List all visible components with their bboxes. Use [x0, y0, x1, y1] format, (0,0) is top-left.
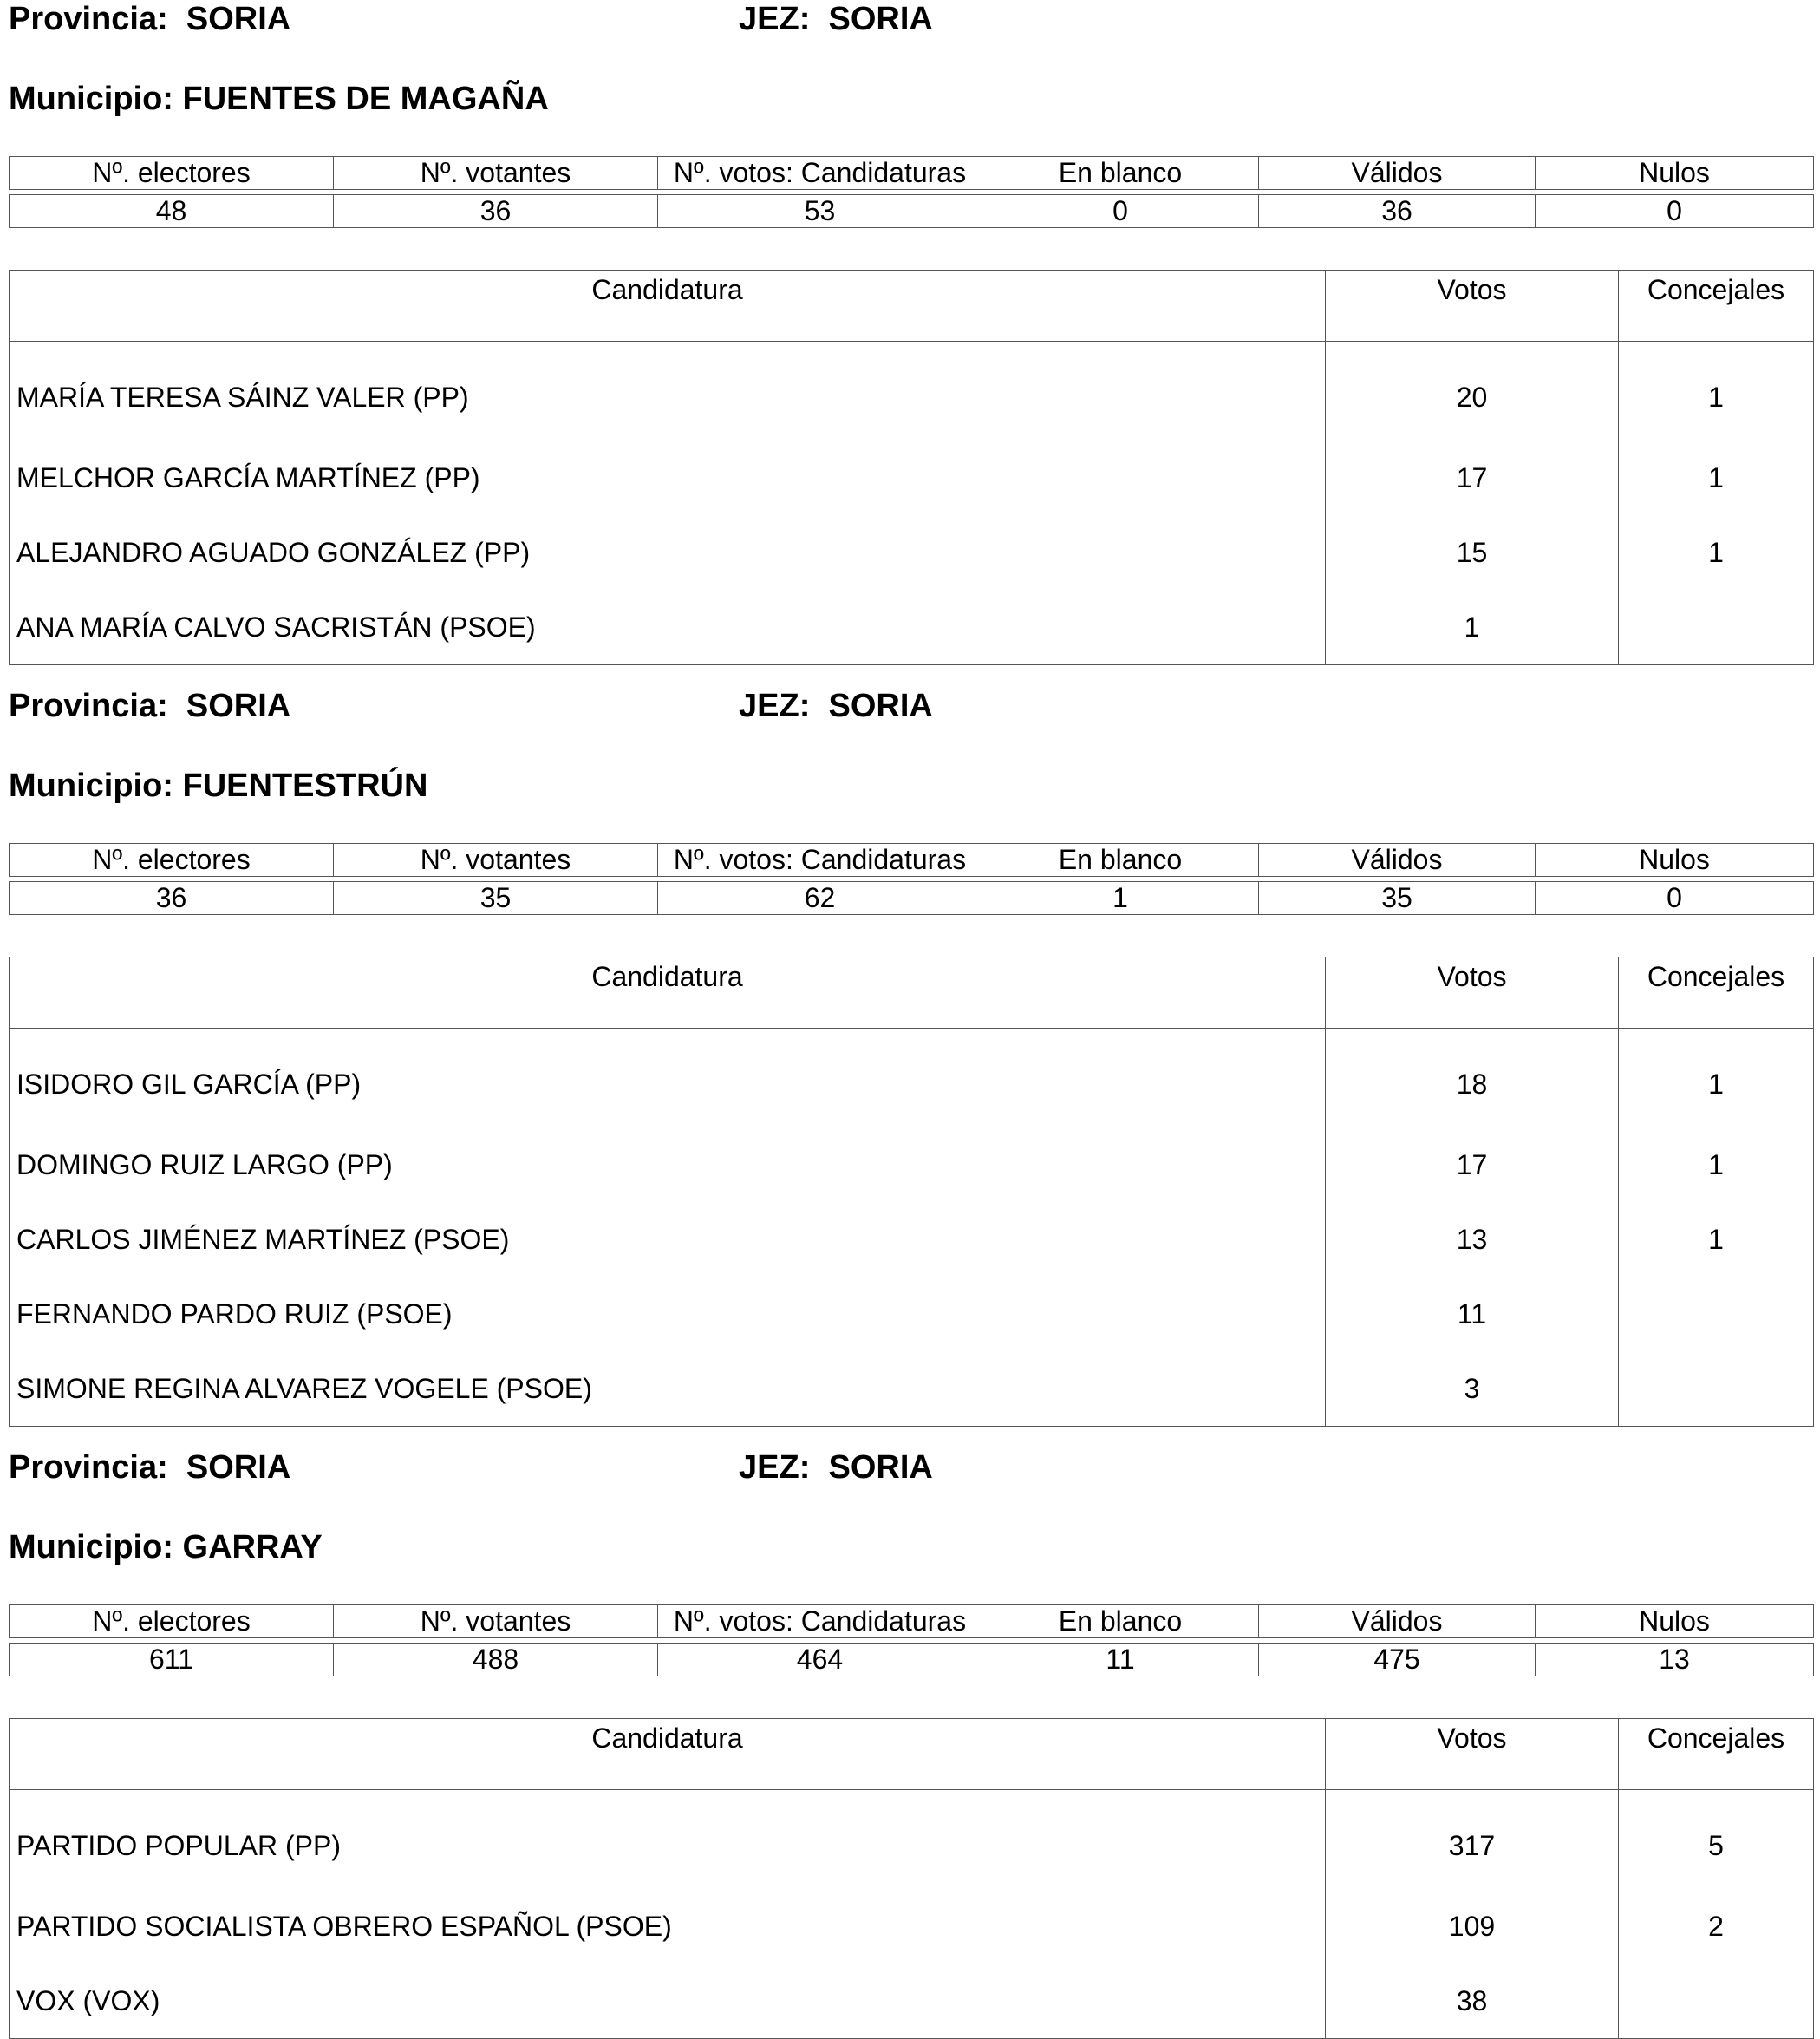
stats-table — [9, 156, 1814, 190]
province-label: Provincia: — [9, 1, 168, 37]
candidate-name: MARÍA TERESA SÁINZ VALER (PP) — [10, 342, 1326, 441]
concejales-header: Concejales — [1619, 1719, 1814, 1790]
stats-table — [9, 843, 1814, 877]
candidate-row — [10, 1351, 1814, 1427]
stats-header-row — [10, 844, 1814, 877]
candidate-row — [10, 1202, 1814, 1277]
candidate-name: PARTIDO POPULAR (PP) — [10, 1790, 1326, 1890]
candidate-name: ISIDORO GIL GARCÍA (PP) — [10, 1029, 1326, 1128]
votantes-header: Nº. votantes — [334, 844, 658, 877]
candidate-row — [10, 441, 1814, 515]
stats-header-row — [10, 1605, 1814, 1638]
votos-candidaturas-header: Nº. votos: Candidaturas — [658, 1605, 982, 1638]
candidates-table — [9, 1718, 1814, 2039]
municipality-line — [9, 80, 549, 118]
jez-value: SORIA — [828, 688, 933, 724]
en-blanco-value: 1 — [982, 882, 1259, 915]
province-label: Provincia: — [9, 688, 168, 724]
concejales-header: Concejales — [1619, 271, 1814, 342]
province-value: SORIA — [186, 688, 291, 724]
jez-value: SORIA — [828, 1, 933, 37]
votantes-value: 35 — [334, 882, 658, 915]
municipality-value: FUENTESTRÚN — [182, 768, 428, 804]
province-value: SORIA — [186, 1449, 291, 1486]
electores-value: 611 — [10, 1644, 334, 1676]
nulos-header: Nulos — [1536, 157, 1814, 190]
municipality-value: GARRAY — [182, 1529, 323, 1565]
municipality-label: Municipio: — [9, 81, 173, 117]
en-blanco-header: En blanco — [982, 157, 1259, 190]
candidate-name: VOX (VOX) — [10, 1964, 1326, 2039]
candidates-table — [9, 957, 1814, 1427]
candidate-row — [10, 1277, 1814, 1351]
votos-header: Votos — [1326, 271, 1619, 342]
candidate-name: ANA MARÍA CALVO SACRISTÁN (PSOE) — [10, 590, 1326, 665]
jez-label: JEZ: — [739, 1, 811, 37]
candidate-councillors: 1 — [1708, 1223, 1724, 1255]
candidate-councillors: 5 — [1708, 1829, 1724, 1861]
validos-value: 35 — [1259, 882, 1536, 915]
validos-header: Válidos — [1259, 157, 1536, 190]
en-blanco-header: En blanco — [982, 1605, 1259, 1638]
stats-header-row — [10, 157, 1814, 190]
candidate-councillors — [1619, 590, 1814, 665]
candidates-header-row — [10, 957, 1814, 1029]
municipality-line — [9, 767, 427, 805]
validos-value: 475 — [1259, 1644, 1536, 1676]
candidate-councillors — [1619, 1964, 1814, 2039]
candidate-name: PARTIDO SOCIALISTA OBRERO ESPAÑOL (PSOE) — [10, 1889, 1326, 1964]
nulos-value: 13 — [1536, 1644, 1814, 1676]
candidate-votes: 15 — [1326, 515, 1619, 590]
nulos-header: Nulos — [1536, 844, 1814, 877]
candidate-name: FERNANDO PARDO RUIZ (PSOE) — [10, 1277, 1326, 1351]
validos-value: 36 — [1259, 195, 1536, 228]
candidate-councillors: 1 — [1708, 381, 1724, 413]
candidate-name: MELCHOR GARCÍA MARTÍNEZ (PP) — [10, 441, 1326, 515]
votos-candidaturas-value: 464 — [658, 1644, 982, 1676]
candidates-header-row — [10, 271, 1814, 342]
nulos-header: Nulos — [1536, 1605, 1814, 1638]
candidate-row — [10, 515, 1814, 590]
nulos-value: 0 — [1536, 882, 1814, 915]
candidate-votes: 13 — [1326, 1202, 1619, 1277]
candidate-row — [10, 342, 1814, 441]
candidate-councillors — [1619, 1351, 1814, 1427]
municipality-label: Municipio: — [9, 768, 173, 804]
jez-label: JEZ: — [739, 688, 811, 724]
candidate-votes: 18 — [1326, 1029, 1619, 1128]
candidate-votes: 38 — [1326, 1964, 1619, 2039]
en-blanco-value: 11 — [982, 1644, 1259, 1676]
municipality-line — [9, 1528, 323, 1566]
votos-candidaturas-header: Nº. votos: Candidaturas — [658, 157, 982, 190]
candidate-councillors: 1 — [1708, 461, 1724, 493]
province-label: Provincia: — [9, 1449, 168, 1486]
nulos-value: 0 — [1536, 195, 1814, 228]
candidate-name: SIMONE REGINA ALVAREZ VOGELE (PSOE) — [10, 1351, 1326, 1427]
candidate-councillors — [1619, 1277, 1814, 1351]
candidate-votes: 17 — [1326, 441, 1619, 515]
candidate-name: DOMINGO RUIZ LARGO (PP) — [10, 1127, 1326, 1202]
jez-block — [739, 687, 933, 725]
municipality-value: FUENTES DE MAGAÑA — [182, 81, 549, 117]
jez-label: JEZ: — [739, 1449, 811, 1486]
en-blanco-value: 0 — [982, 195, 1259, 228]
votos-header: Votos — [1326, 1719, 1619, 1790]
candidatura-header: Candidatura — [10, 271, 1326, 342]
candidate-row — [10, 1964, 1814, 2039]
candidate-name: ALEJANDRO AGUADO GONZÁLEZ (PP) — [10, 515, 1326, 590]
candidate-councillors: 1 — [1708, 1148, 1724, 1180]
votos-candidaturas-value: 53 — [658, 195, 982, 228]
stats-values-table — [9, 881, 1814, 915]
candidatura-header: Candidatura — [10, 957, 1326, 1029]
stats-table — [9, 1604, 1814, 1638]
jez-block — [739, 0, 933, 38]
province-line — [9, 0, 933, 38]
votos-candidaturas-header: Nº. votos: Candidaturas — [658, 844, 982, 877]
validos-header: Válidos — [1259, 1605, 1536, 1638]
candidate-councillors: 2 — [1708, 1910, 1724, 1942]
electores-value: 48 — [10, 195, 334, 228]
electores-value: 36 — [10, 882, 334, 915]
stats-value-row — [10, 882, 1814, 915]
candidates-table — [9, 270, 1814, 665]
candidate-votes: 1 — [1326, 590, 1619, 665]
candidate-votes: 317 — [1326, 1790, 1619, 1890]
stats-values-table — [9, 1643, 1814, 1676]
candidatura-header: Candidatura — [10, 1719, 1326, 1790]
votos-candidaturas-value: 62 — [658, 882, 982, 915]
votantes-value: 488 — [334, 1644, 658, 1676]
candidate-row — [10, 1889, 1814, 1964]
candidate-votes: 3 — [1326, 1351, 1619, 1427]
candidate-councillors: 1 — [1708, 536, 1724, 568]
votantes-value: 36 — [334, 195, 658, 228]
candidate-votes: 17 — [1326, 1127, 1619, 1202]
en-blanco-header: En blanco — [982, 844, 1259, 877]
candidate-votes: 109 — [1326, 1889, 1619, 1964]
candidate-name: CARLOS JIMÉNEZ MARTÍNEZ (PSOE) — [10, 1202, 1326, 1277]
votos-header: Votos — [1326, 957, 1619, 1029]
province-line — [9, 1448, 933, 1487]
concejales-header: Concejales — [1619, 957, 1814, 1029]
votantes-header: Nº. votantes — [334, 1605, 658, 1638]
province-line — [9, 687, 933, 725]
validos-header: Válidos — [1259, 844, 1536, 877]
candidate-row — [10, 1790, 1814, 1890]
stats-values-table — [9, 194, 1814, 228]
municipality-label: Municipio: — [9, 1529, 173, 1565]
province-value: SORIA — [186, 1, 291, 37]
candidate-votes: 20 — [1326, 342, 1619, 441]
candidate-row — [10, 1029, 1814, 1128]
electores-header: Nº. electores — [10, 157, 334, 190]
candidate-row — [10, 590, 1814, 665]
electores-header: Nº. electores — [10, 1605, 334, 1638]
jez-value: SORIA — [828, 1449, 933, 1486]
candidate-councillors: 1 — [1708, 1068, 1724, 1100]
jez-block — [739, 1448, 933, 1487]
candidates-header-row — [10, 1719, 1814, 1790]
votantes-header: Nº. votantes — [334, 157, 658, 190]
stats-value-row — [10, 195, 1814, 228]
candidate-row — [10, 1127, 1814, 1202]
candidate-votes: 11 — [1326, 1277, 1619, 1351]
electores-header: Nº. electores — [10, 844, 334, 877]
stats-value-row — [10, 1644, 1814, 1676]
